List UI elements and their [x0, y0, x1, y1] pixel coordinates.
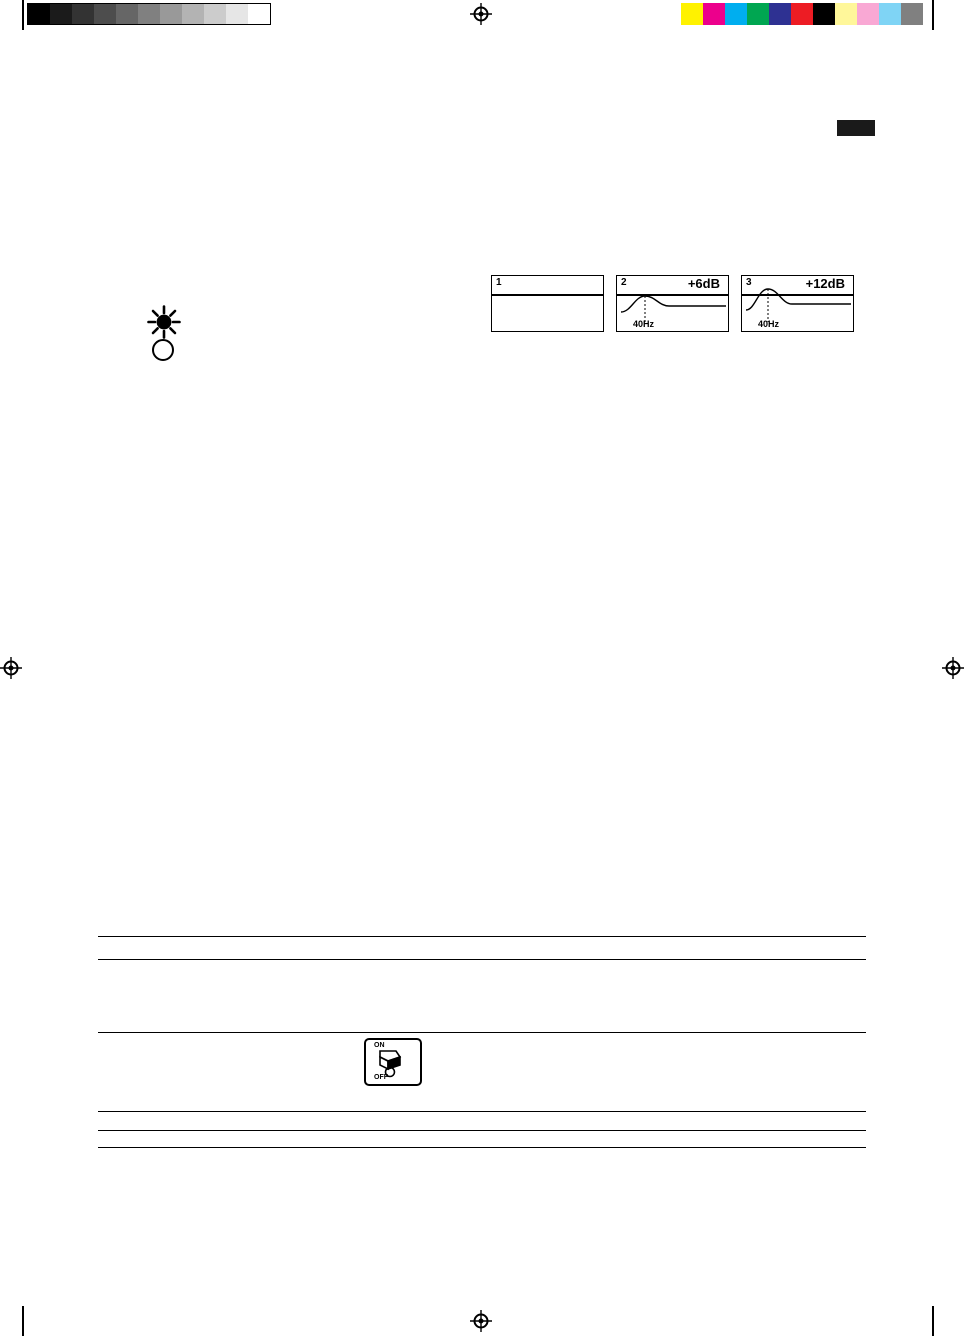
color-swatch-4 — [769, 3, 791, 25]
table-row — [98, 937, 866, 960]
color-swatch-1 — [703, 3, 725, 25]
color-swatch-2 — [725, 3, 747, 25]
eq-figure-frequency-label: 40Hz — [758, 319, 780, 329]
grayscale-swatch-8 — [204, 4, 226, 24]
switch-off-label: OFF — [374, 1074, 388, 1081]
color-swatch-7 — [835, 3, 857, 25]
table-row — [98, 960, 866, 1033]
grayscale-swatch-4 — [116, 4, 138, 24]
eq-curve-figure-group — [491, 275, 854, 332]
table-row — [98, 1131, 866, 1148]
eq-figure-frequency-label: 40Hz — [633, 319, 655, 329]
color-swatch-0 — [681, 3, 703, 25]
table-cell-label — [98, 1131, 356, 1148]
grayscale-swatch-3 — [94, 4, 116, 24]
eq-curve-figure-1 — [491, 275, 604, 332]
grayscale-swatch-5 — [138, 4, 160, 24]
table-cell-value-switch — [356, 1033, 866, 1112]
eq-curve-figure-2 — [616, 275, 729, 332]
grayscale-calibration-strip — [27, 3, 271, 25]
grayscale-swatch-0 — [28, 4, 50, 24]
eq-figure-number: 1 — [496, 277, 502, 288]
grayscale-swatch-6 — [160, 4, 182, 24]
switch-on-label: ON — [374, 1042, 385, 1049]
color-swatch-6 — [813, 3, 835, 25]
registration-mark-icon-right — [942, 657, 964, 679]
grayscale-swatch-2 — [72, 4, 94, 24]
trim-rule-left — [22, 0, 24, 30]
registration-mark-icon-left — [0, 657, 22, 679]
table-cell-label — [98, 1033, 356, 1112]
table-cell-value — [356, 937, 866, 960]
registration-mark-icon-bottom — [470, 1310, 492, 1332]
registration-mark-icon-top — [470, 3, 492, 25]
grayscale-swatch-7 — [182, 4, 204, 24]
eq-figure-divider — [492, 294, 603, 296]
circle-bullet-icon — [152, 339, 174, 361]
table-row — [98, 1112, 866, 1131]
color-swatch-3 — [747, 3, 769, 25]
table-cell-label — [98, 937, 356, 960]
sun-icon — [146, 304, 182, 340]
table-cell-value — [356, 1112, 866, 1131]
eq-response-curve — [742, 276, 855, 333]
trim-rule-right — [932, 0, 934, 30]
grayscale-swatch-9 — [226, 4, 248, 24]
grayscale-swatch-1 — [50, 4, 72, 24]
eq-figure-number: 2 — [621, 277, 627, 288]
eq-curve-figure-3 — [741, 275, 854, 332]
page-tab-marker — [837, 120, 875, 136]
color-swatch-5 — [791, 3, 813, 25]
grayscale-swatch-10 — [248, 4, 270, 24]
table-cell-label — [98, 960, 356, 1033]
table-cell-value — [356, 1131, 866, 1148]
table-cell-value — [356, 960, 866, 1033]
color-swatch-9 — [879, 3, 901, 25]
trim-rule-bottom-left — [22, 1306, 24, 1336]
table-cell-label — [98, 1112, 356, 1131]
eq-figure-gain-label: +6dB — [687, 276, 720, 291]
eq-response-curve — [617, 276, 730, 333]
color-swatch-8 — [857, 3, 879, 25]
trim-rule-bottom-right — [932, 1306, 934, 1336]
table-row — [98, 1033, 866, 1112]
color-calibration-strip — [681, 3, 923, 25]
eq-figure-gain-label: +12dB — [805, 276, 845, 291]
rocker-switch-icon — [364, 1038, 422, 1086]
eq-figure-number: 3 — [746, 277, 752, 288]
color-swatch-10 — [901, 3, 923, 25]
specification-table — [98, 936, 866, 1148]
